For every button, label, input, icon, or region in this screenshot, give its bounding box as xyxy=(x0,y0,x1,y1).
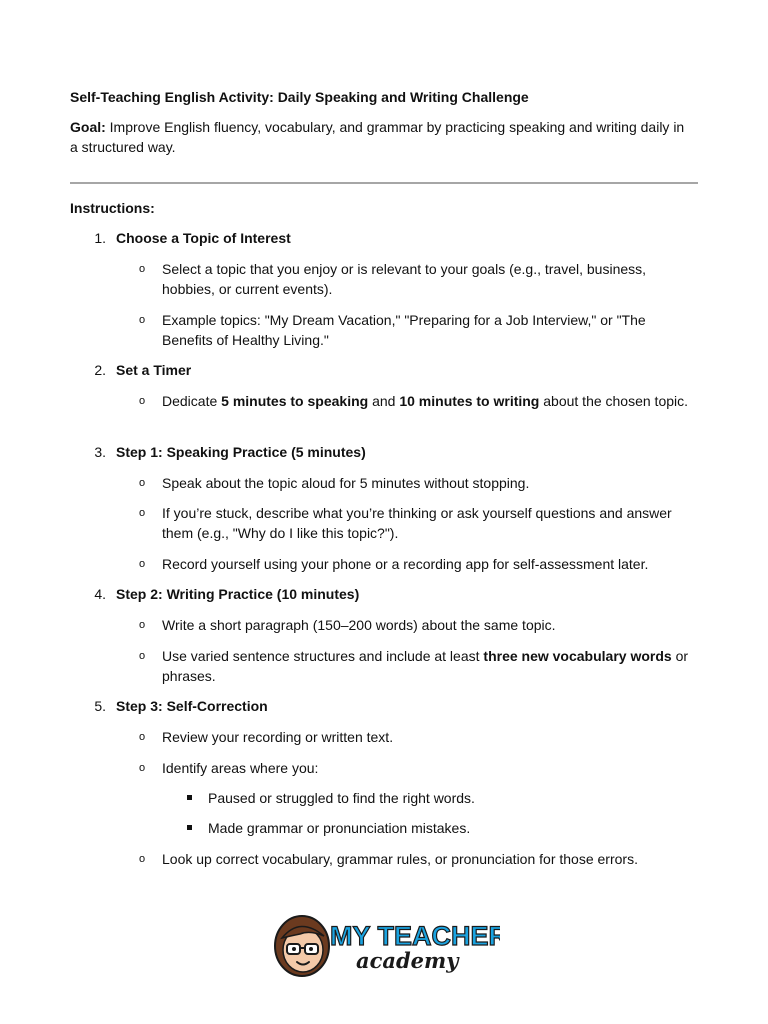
step-number: 4. xyxy=(94,586,106,602)
circle-bullet-icon: o xyxy=(139,762,146,774)
bullet-text: Select a topic that you enjoy or is relevant to your goals (e.g., travel, business, hobbies, or current events). xyxy=(162,261,647,297)
sub-bullet-text: Paused or struggled to find the right words. xyxy=(208,790,475,806)
sub-bullet-text: Made grammar or pronunciation mistakes. xyxy=(208,820,471,836)
square-bullet-icon xyxy=(187,795,192,800)
step-number: 3. xyxy=(94,444,106,460)
circle-bullet-icon: o xyxy=(139,477,146,489)
square-bullet-icon xyxy=(187,825,192,830)
circle-bullet-icon: o xyxy=(139,619,146,631)
horizontal-divider xyxy=(70,182,698,184)
text-run: and xyxy=(368,393,400,409)
text-run: or phrases. xyxy=(162,648,689,684)
step-number: 1. xyxy=(94,230,106,246)
bullet-text xyxy=(162,391,692,411)
document-title: Self-Teaching English Activity: Daily Speaking and Writing Challenge xyxy=(70,89,529,105)
circle-bullet-icon: o xyxy=(139,263,146,275)
goal-text: Improve English fluency, vocabulary, and grammar by practicing speaking and writing daily in a structured way. xyxy=(70,119,685,155)
bold-run: three new vocabulary words xyxy=(483,648,672,664)
text-run: about the chosen topic. xyxy=(539,393,689,409)
bullet-text: Write a short paragraph (150–200 words) about the same topic. xyxy=(162,617,556,633)
text-run: Use varied sentence structures and include at least xyxy=(162,648,484,664)
bullet-text: Example topics: "My Dream Vacation," "Preparing for a Job Interview," or "The Benefits of Healthy Living." xyxy=(162,312,646,348)
text-run: Dedicate xyxy=(162,393,222,409)
circle-bullet-icon: o xyxy=(139,314,146,326)
bold-run: 5 minutes to speaking xyxy=(221,393,369,409)
step-title: Choose a Topic of Interest xyxy=(116,230,291,246)
step-title: Step 2: Writing Practice (10 minutes) xyxy=(116,586,360,602)
bullet-text: Look up correct vocabulary, grammar rules, or pronunciation for those errors. xyxy=(162,851,638,867)
circle-bullet-icon: o xyxy=(139,853,146,865)
bullet-text: If you’re stuck, describe what you’re thinking or ask yourself questions and answer them (e.g., "Why do I like this topic?"). xyxy=(162,505,672,541)
instructions-heading: Instructions: xyxy=(70,200,155,216)
circle-bullet-icon: o xyxy=(139,558,146,570)
step-number: 5. xyxy=(94,698,106,714)
step-number: 2. xyxy=(94,362,106,378)
step-title: Set a Timer xyxy=(116,362,192,378)
goal-paragraph xyxy=(70,117,690,157)
circle-bullet-icon: o xyxy=(139,650,146,662)
step-title: Step 1: Speaking Practice (5 minutes) xyxy=(116,444,366,460)
goal-label: Goal: xyxy=(70,119,106,135)
bold-run: 10 minutes to writing xyxy=(399,393,540,409)
logo-graphic xyxy=(270,910,500,980)
my-teacher-academy-logo xyxy=(270,910,500,980)
bullet-text: Review your recording or written text. xyxy=(162,729,394,745)
logo-text-line2: academy xyxy=(356,948,459,973)
bullet-text: Speak about the topic aloud for 5 minutes without stopping. xyxy=(162,475,530,491)
circle-bullet-icon: o xyxy=(139,395,146,407)
circle-bullet-icon: o xyxy=(139,507,146,519)
logo-text-line1: MY TEACHER xyxy=(330,921,500,951)
bullet-text xyxy=(162,646,692,686)
bullet-text: Identify areas where you: xyxy=(162,760,319,776)
circle-bullet-icon: o xyxy=(139,731,146,743)
bullet-text: Record yourself using your phone or a recording app for self-assessment later. xyxy=(162,556,649,572)
step-title: Step 3: Self-Correction xyxy=(116,698,268,714)
